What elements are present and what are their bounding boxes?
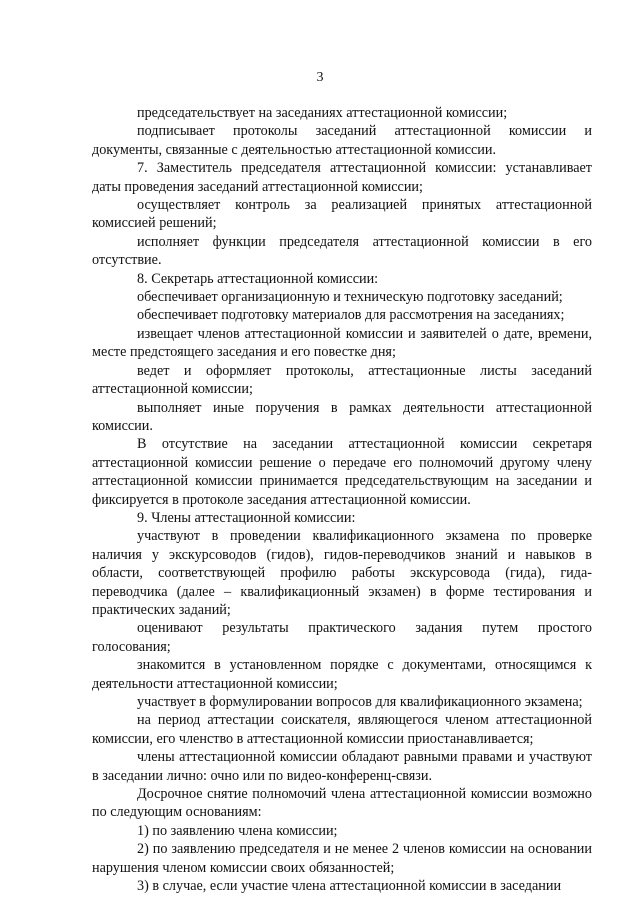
paragraph: участвует в формулировании вопросов для квалификационного экзамена; [137,694,583,710]
page-number: 3 [316,70,324,85]
paragraph: 1) по заявлению члена комиссии; [137,822,338,839]
paragraph: ведет и оформляет протоколы, аттестационные листы заседаний аттестационной комиссии; [92,362,592,398]
paragraph: В отсутствие на заседании аттестационной комиссии секретаря аттестационной комиссии решение о передаче его полномочий другому члену аттестационной комиссии принимается председательствующим на заседании и фиксируется в протоколе заседания аттестационной комиссии. [92,436,592,508]
paragraph: председательствует на заседаниях аттестационной комиссии; [137,105,508,121]
paragraph: 3) в случае, если участие члена аттестационной комиссии в заседании [137,878,562,895]
paragraph: исполняет функции председателя аттестационной комиссии в его отсутствие. [92,233,592,269]
paragraph: подписывает протоколы заседаний аттестационной комиссии и документы, связанные с деятельностью аттестационной комиссии. [92,123,592,158]
paragraph: 9. Члены аттестационной комиссии: [137,509,356,526]
paragraph: 2) по заявлению председателя и не менее 2 членов комиссии на основании нарушения членом комиссии своих обязанностей; [92,841,592,876]
paragraph: знакомится в установленном порядке с документами, относящимся к деятельности аттестационной комиссии; [92,657,592,692]
paragraph: выполняет иные поручения в рамках деятельности аттестационной комиссии. [92,399,592,434]
paragraph: 8. Секретарь аттестационной комиссии: [137,270,379,287]
paragraph: осуществляет контроль за реализацией принятых аттестационной комиссией решений; [92,197,592,232]
paragraph: на период аттестации соискателя, являющегося членом аттестационной комиссии, его членство в аттестационной комиссии приостанавливается; [92,712,592,747]
paragraph: члены аттестационной комиссии обладают равными правами и участвуют в заседании лично: очно или по видео-конференц-связи. [92,749,592,784]
paragraph: извещает членов аттестационной комиссии и заявителей о дате, времени, месте предстоящего заседания и его повестке дня; [92,325,592,361]
document-body [92,104,592,895]
paragraph: участвуют в проведении квалификационного экзамена по проверке наличия у экскурсоводов (гидов), гидов-переводчиков знаний и навыков в области, соответствующей профилю работы экскурсовода (гида), гида-переводчика (далее – квалификационный экзамен) в форме тестирования и практических заданий; [92,528,592,618]
paragraph: обеспечивает организационную и техническую подготовку заседаний; [137,289,563,306]
paragraph: оценивают результаты практического задания путем простого голосования; [92,620,592,655]
paragraph: 7. Заместитель председателя аттестационной комиссии: устанавливает даты проведения заседаний аттестационной комиссии; [92,160,592,195]
paragraph: обеспечивает подготовку материалов для рассмотрения на заседаниях; [137,307,565,324]
paragraph: Досрочное снятие полномочий члена аттестационной комиссии возможно по следующим основаниям: [92,786,592,821]
